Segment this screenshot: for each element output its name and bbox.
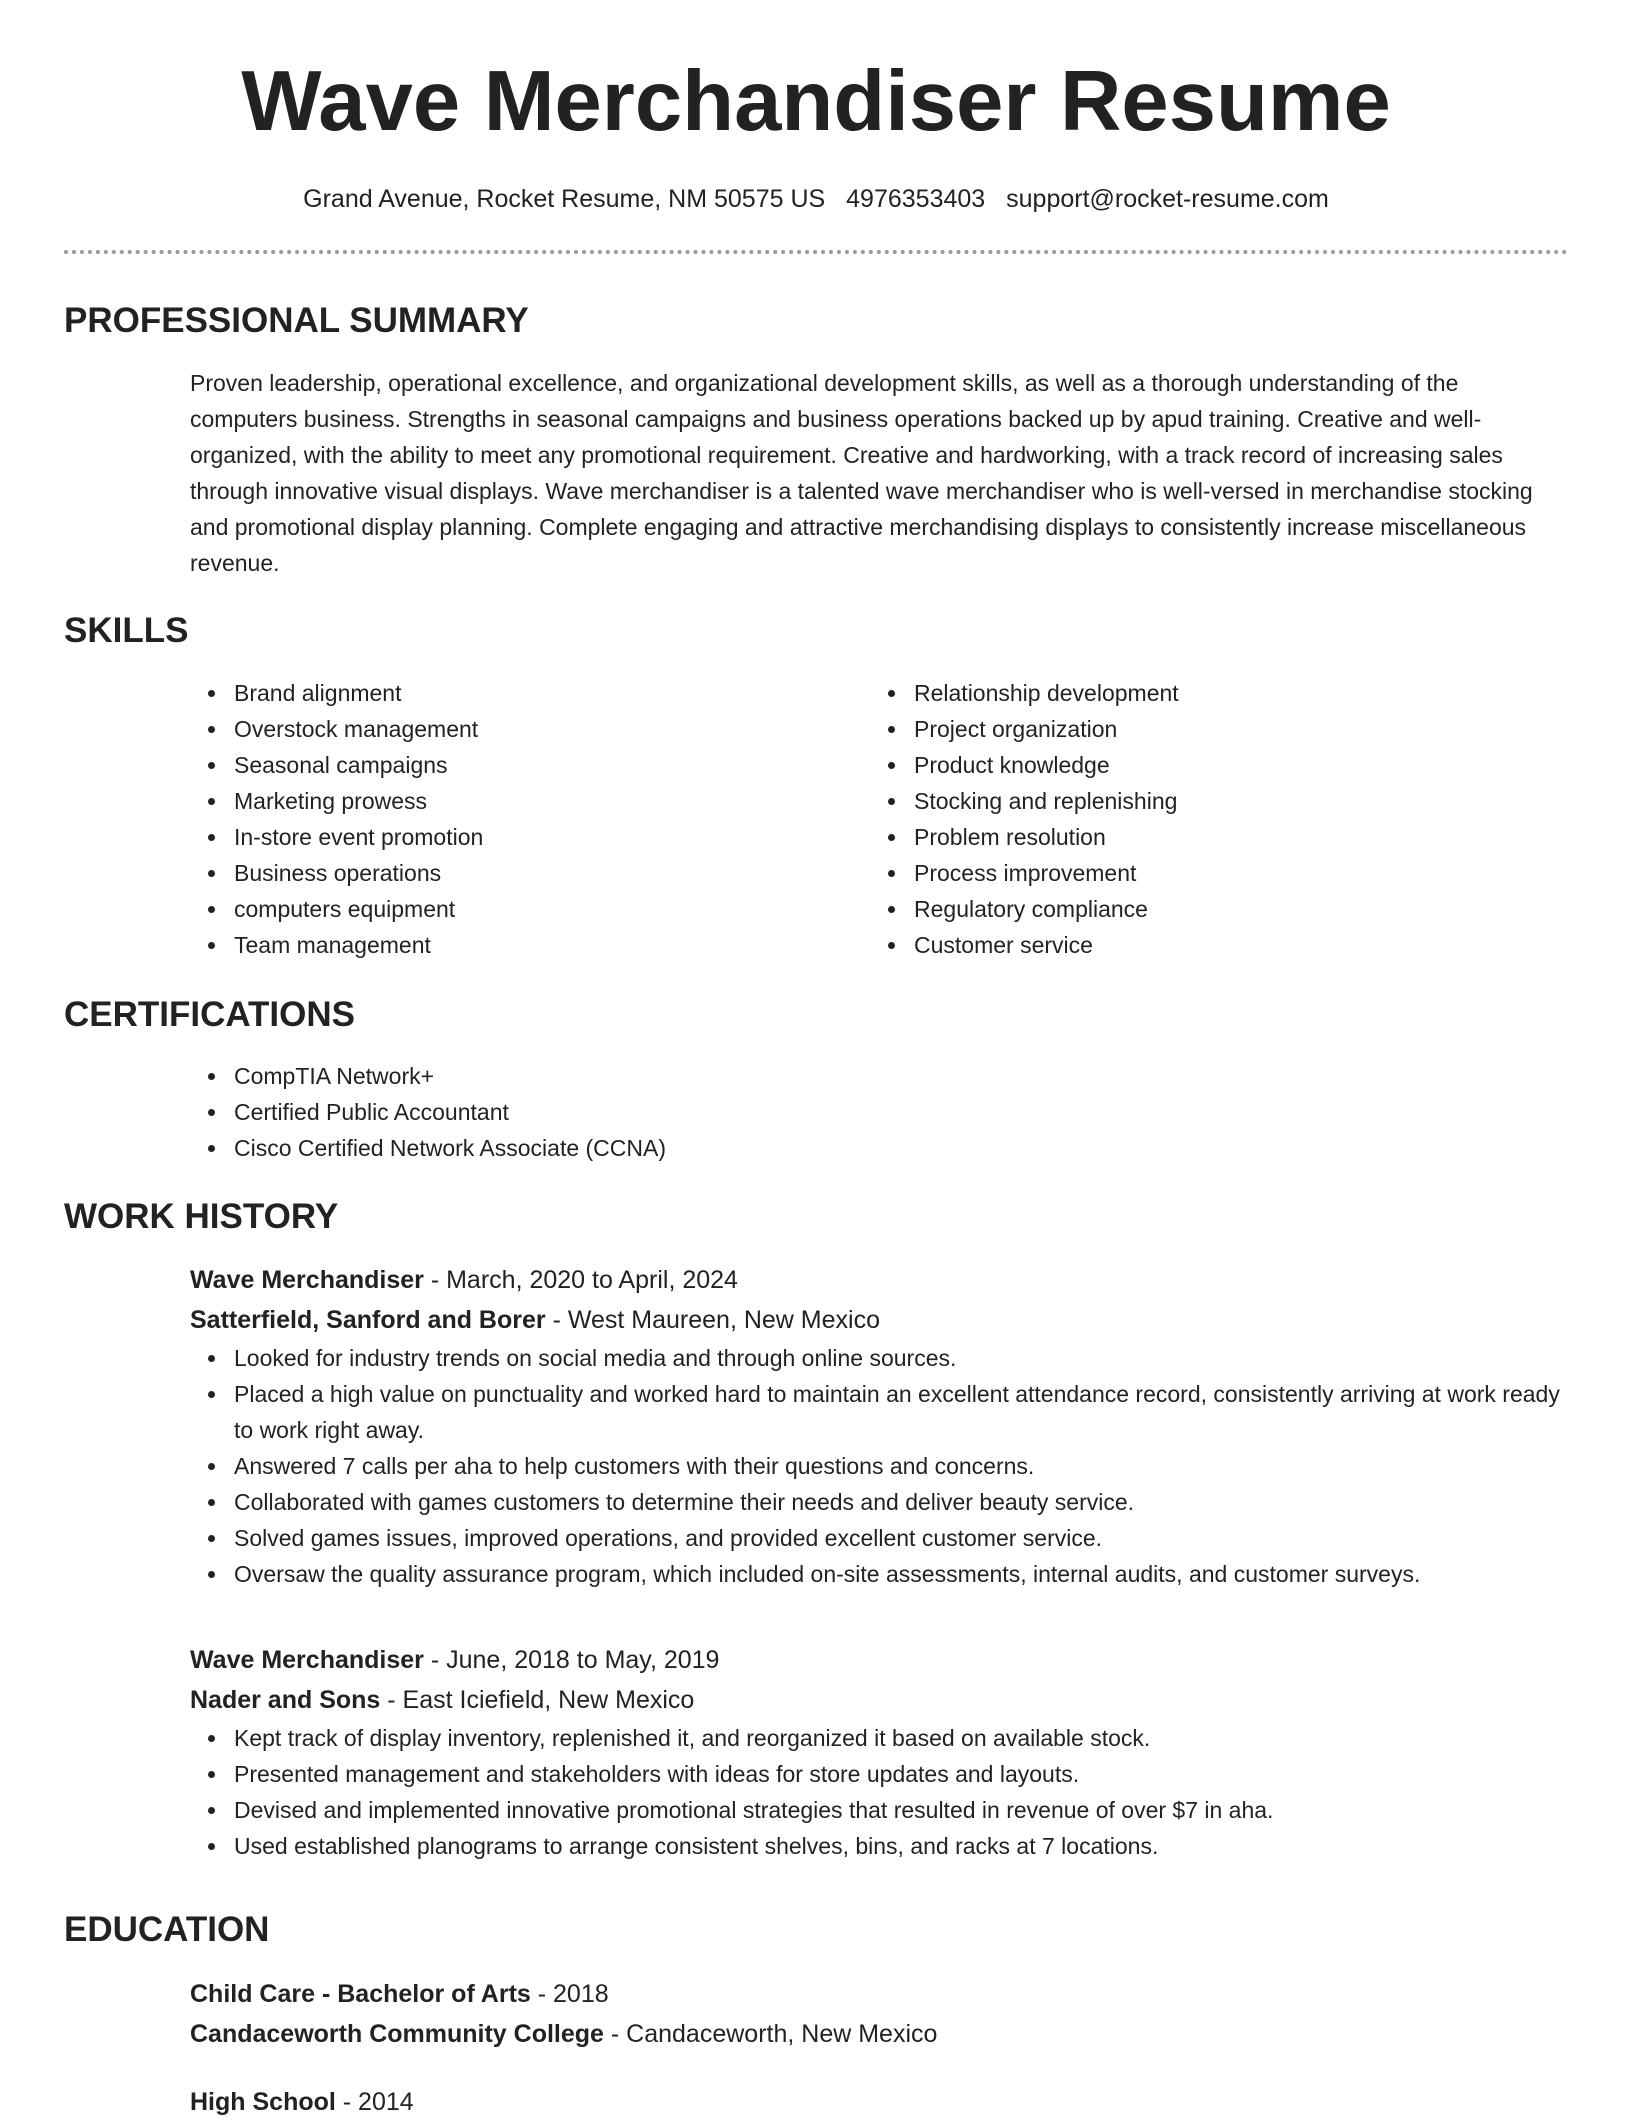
skill-item: Problem resolution	[914, 819, 1554, 855]
skill-item: In-store event promotion	[234, 819, 854, 855]
education-entry	[190, 1974, 1568, 2054]
degree: Child Care - Bachelor of Arts	[190, 1980, 531, 2008]
job-location: - East Iciefield, New Mexico	[380, 1686, 695, 1714]
job-duty: Solved games issues, improved operations, and provided excellent customer service.	[234, 1520, 1568, 1556]
certification-item: Certified Public Accountant	[234, 1094, 666, 1130]
contact-address: Grand Avenue, Rocket Resume, NM 50575 US	[303, 185, 826, 213]
skill-item: Business operations	[234, 855, 854, 891]
job-company: Nader and Sons	[190, 1686, 381, 1714]
certification-item: CompTIA Network+	[234, 1058, 666, 1094]
job-company-line	[190, 1300, 1568, 1340]
skills-list-right	[870, 675, 1554, 963]
job-title-line	[190, 1260, 1568, 1300]
skill-item: Regulatory compliance	[914, 891, 1554, 927]
contact-email: support@rocket-resume.com	[1006, 185, 1329, 213]
skill-item: Brand alignment	[234, 675, 854, 711]
job-entry	[190, 1260, 1568, 1592]
skill-item: computers equipment	[234, 891, 854, 927]
skill-item: Overstock management	[234, 711, 854, 747]
job-title: Wave Merchandiser	[190, 1266, 424, 1294]
summary-text: Proven leadership, operational excellence, and organizational development skills, as well as a thorough understanding of the computers business. Strengths in seasonal campaigns and business operations backed up by apud training. Creative and well-organized, with the ability to meet any promotional requirement. Creative and hardworking, with a track record of increasing sales through innovative visual displays. Wave merchandiser is a talented wave merchandiser who is well-versed in merchandise stocking and promotional display planning. Complete engaging and attractive merchandising displays to consistently increase miscellaneous revenue.	[190, 370, 1533, 576]
job-duty: Collaborated with games customers to determine their needs and deliver beauty service.	[234, 1484, 1568, 1520]
job-title: Wave Merchandiser	[190, 1646, 424, 1674]
resume-title: Wave Merchandiser Resume	[241, 54, 1391, 149]
job-company: Satterfield, Sanford and Borer	[190, 1306, 546, 1334]
skill-item: Stocking and replenishing	[914, 783, 1554, 819]
job-dates: - March, 2020 to April, 2024	[423, 1266, 738, 1294]
skills-list-left	[190, 675, 854, 963]
school: Candaceworth Community College	[190, 2020, 604, 2048]
contact-phone: 4976353403	[846, 185, 986, 213]
job-duties-list	[190, 1340, 1568, 1592]
skill-item: Customer service	[914, 927, 1554, 963]
resume-header	[64, 52, 1568, 216]
skill-item: Project organization	[914, 711, 1554, 747]
contact-line	[64, 182, 1568, 216]
degree: High School	[190, 2088, 336, 2116]
job-title-line	[190, 1640, 1568, 1680]
job-location: - West Maureen, New Mexico	[545, 1306, 880, 1334]
job-duty: Placed a high value on punctuality and worked hard to maintain an excellent attendance record, consistently arriving at work ready to work right away.	[234, 1376, 1568, 1448]
job-duty: Kept track of display inventory, replenished it, and reorganized it based on available stock.	[234, 1720, 1568, 1756]
school-line	[190, 2014, 1568, 2054]
job-duty: Devised and implemented innovative promotional strategies that resulted in revenue of over $7 in aha.	[234, 1792, 1568, 1828]
job-company-line	[190, 1680, 1568, 1720]
skill-item: Product knowledge	[914, 747, 1554, 783]
job-duty: Presented management and stakeholders with ideas for store updates and layouts.	[234, 1756, 1568, 1792]
job-duty: Looked for industry trends on social media and through online sources.	[234, 1340, 1568, 1376]
job-duty: Oversaw the quality assurance program, which included on-site assessments, internal audits, and customer surveys.	[234, 1556, 1568, 1592]
job-entry	[190, 1640, 1568, 1864]
job-dates: - June, 2018 to May, 2019	[423, 1646, 720, 1674]
certifications-list	[190, 1058, 666, 1166]
education-year: - 2014	[335, 2088, 414, 2116]
summary-heading: PROFESSIONAL SUMMARY	[64, 301, 529, 340]
job-duties-list	[190, 1720, 1568, 1864]
school-location: - Candaceworth, New Mexico	[603, 2020, 938, 2048]
education-year: - 2018	[530, 1980, 609, 2008]
degree-line	[190, 2082, 1568, 2122]
job-duty: Answered 7 calls per aha to help customers with their questions and concerns.	[234, 1448, 1568, 1484]
skill-item: Seasonal campaigns	[234, 747, 854, 783]
job-duty: Used established planograms to arrange consistent shelves, bins, and racks at 7 locations.	[234, 1828, 1568, 1864]
skill-item: Team management	[234, 927, 854, 963]
skill-item: Marketing prowess	[234, 783, 854, 819]
certification-item: Cisco Certified Network Associate (CCNA)	[234, 1130, 666, 1166]
header-divider	[64, 250, 1568, 254]
certifications-heading: CERTIFICATIONS	[64, 995, 356, 1034]
degree-line	[190, 1974, 1568, 2014]
skill-item: Process improvement	[914, 855, 1554, 891]
skills-heading: SKILLS	[64, 611, 189, 650]
skill-item: Relationship development	[914, 675, 1554, 711]
education-heading: EDUCATION	[64, 1910, 270, 1949]
work-history-heading: WORK HISTORY	[64, 1197, 339, 1236]
education-entry	[190, 2082, 1568, 2122]
